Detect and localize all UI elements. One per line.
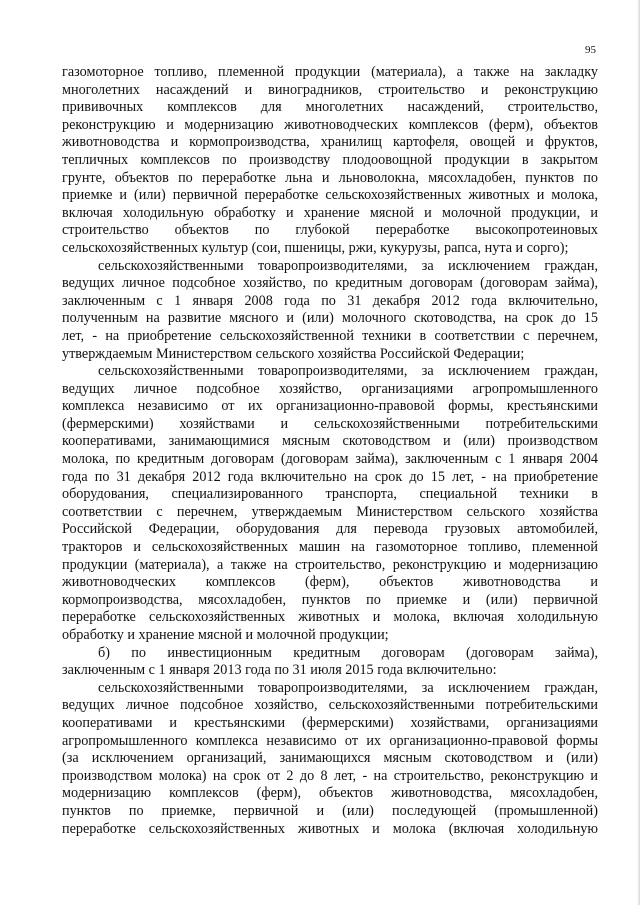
text-line: Российской Федерации, оборудования для перевода грузовых автомобилей, xyxy=(62,521,598,538)
text-line: сельскохозяйственными товаропроизводителями, за исключением граждан, xyxy=(98,363,598,380)
text-line: ведущих личное подсобное хозяйство, по кредитным договорам (договорам займа), xyxy=(62,275,598,292)
text-line: сельскохозяйственных культур (сои, пшеницы, ржи, кукурузы, рапса, нута и сорго); xyxy=(62,239,569,256)
text-line: включая холодильную обработку и хранение мясной и молочной продукции, и xyxy=(62,204,598,221)
text-line: утверждаемым Министерством сельского хозяйства Российской Федерации; xyxy=(62,345,525,362)
text-line: животноводческих комплексов (ферм), объектов животноводства и xyxy=(62,574,598,591)
text-line: обработку и хранение мясной и молочной продукции; xyxy=(62,627,389,643)
text-line: оборудования, специализированного транспорта, специальной техники в xyxy=(62,486,598,503)
text-line: полученным на развитие мясного и (или) молочного скотоводства, на срок до 15 xyxy=(62,310,598,327)
text-line: б) по инвестиционным кредитным договорам (договорам займа), xyxy=(98,644,598,661)
text-line: заключенным с 1 января 2008 года по 31 декабря 2012 года включительно, xyxy=(62,292,598,309)
text-line: животноводства и кормопроизводства, хранилищ картофеля, овощей и фруктов, xyxy=(62,134,598,151)
text-line: модернизацию комплексов (ферм), объектов животноводства, мясохладобен, xyxy=(62,785,598,802)
text-line: кормопроизводства, мясохладобен, пунктов по приемке и (или) первичной xyxy=(62,591,598,608)
text-line: строительство объектов по глубокой переработке высокопротеиновых xyxy=(62,222,598,239)
text-line: агропромышленного комплекса независимо от их организационно-правовой формы xyxy=(62,732,598,749)
text-line: ведущих личное подсобное хозяйство, организациями агропромышленного xyxy=(62,380,598,397)
text-line: переработке сельскохозяйственных животных и молока, включая холодильную xyxy=(62,609,598,626)
text-line: (фермерскими) хозяйствами и сельскохозяйственными потребительскими xyxy=(62,415,598,432)
text-line: заключенным с 1 января 2013 года по 31 июля 2015 года включительно: xyxy=(62,662,497,679)
text-line: сельскохозяйственными товаропроизводителями, за исключением граждан, xyxy=(98,257,598,274)
text-line: соответствии с перечнем, утверждаемым Министерством сельского хозяйства xyxy=(62,503,598,520)
text-line: реконструкцию и модернизацию животноводческих комплексов (ферм), объектов xyxy=(62,116,598,133)
text-line: ведущих личное подсобное хозяйство, сельскохозяйственными потребительскими xyxy=(62,697,598,714)
text-line: многолетних насаждений и виноградников, строительство и реконструкцию xyxy=(62,81,598,98)
text-line: прививочных комплексов для многолетних насаждений, строительство, xyxy=(62,99,598,116)
text-line: грунте, объектов по переработке льна и льноволокна, мясохладобен, пунктов по xyxy=(62,169,598,186)
text-line: (за исключением организаций, занимающихся мясным скотоводством и (или) xyxy=(62,750,598,767)
text-line: переработке сельскохозяйственных животных и молока (включая холодильную xyxy=(62,820,598,837)
text-line: года по 31 декабря 2012 года включительно на срок до 15 лет, - на приобретение xyxy=(62,468,598,485)
text-line: тракторов и сельскохозяйственных машин на газомоторное топливо, племенной xyxy=(62,539,598,556)
text-line: продукции (материала), а также на строительство, реконструкцию и модернизацию xyxy=(62,556,598,573)
text-line: пунктов по приемке, первичной и (или) последующей (промышленной) xyxy=(62,802,598,819)
document-body xyxy=(62,64,598,838)
text-line: приемке и (или) первичной переработке сельскохозяйственных животных и молока, xyxy=(62,187,598,204)
text-line: тепличных комплексов по производству плодоовощной продукции в закрытом xyxy=(62,151,598,168)
page-number: 95 xyxy=(585,44,596,56)
text-line: лет, - на приобретение сельскохозяйственной техники в соответствии с перечнем, xyxy=(62,327,598,344)
text-line: кооперативами и крестьянскими (фермерскими) хозяйствами, организациями xyxy=(62,714,598,731)
text-line: комплекса независимо от их организационно-правовой формы, крестьянскими xyxy=(62,398,598,415)
text-line: молока, по кредитным договорам (договорам займа), заключенным с 1 января 2004 xyxy=(62,451,598,468)
text-line: кооперативами, занимающимися мясным скотоводством и (или) производством xyxy=(62,433,598,450)
text-line: производством молока) на срок от 2 до 8 лет, - на строительство, реконструкцию и xyxy=(62,767,598,784)
text-line: газомоторное топливо, племенной продукции (материала), а также на закладку xyxy=(62,64,598,80)
text-line: сельскохозяйственными товаропроизводителями, за исключением граждан, xyxy=(98,679,598,696)
